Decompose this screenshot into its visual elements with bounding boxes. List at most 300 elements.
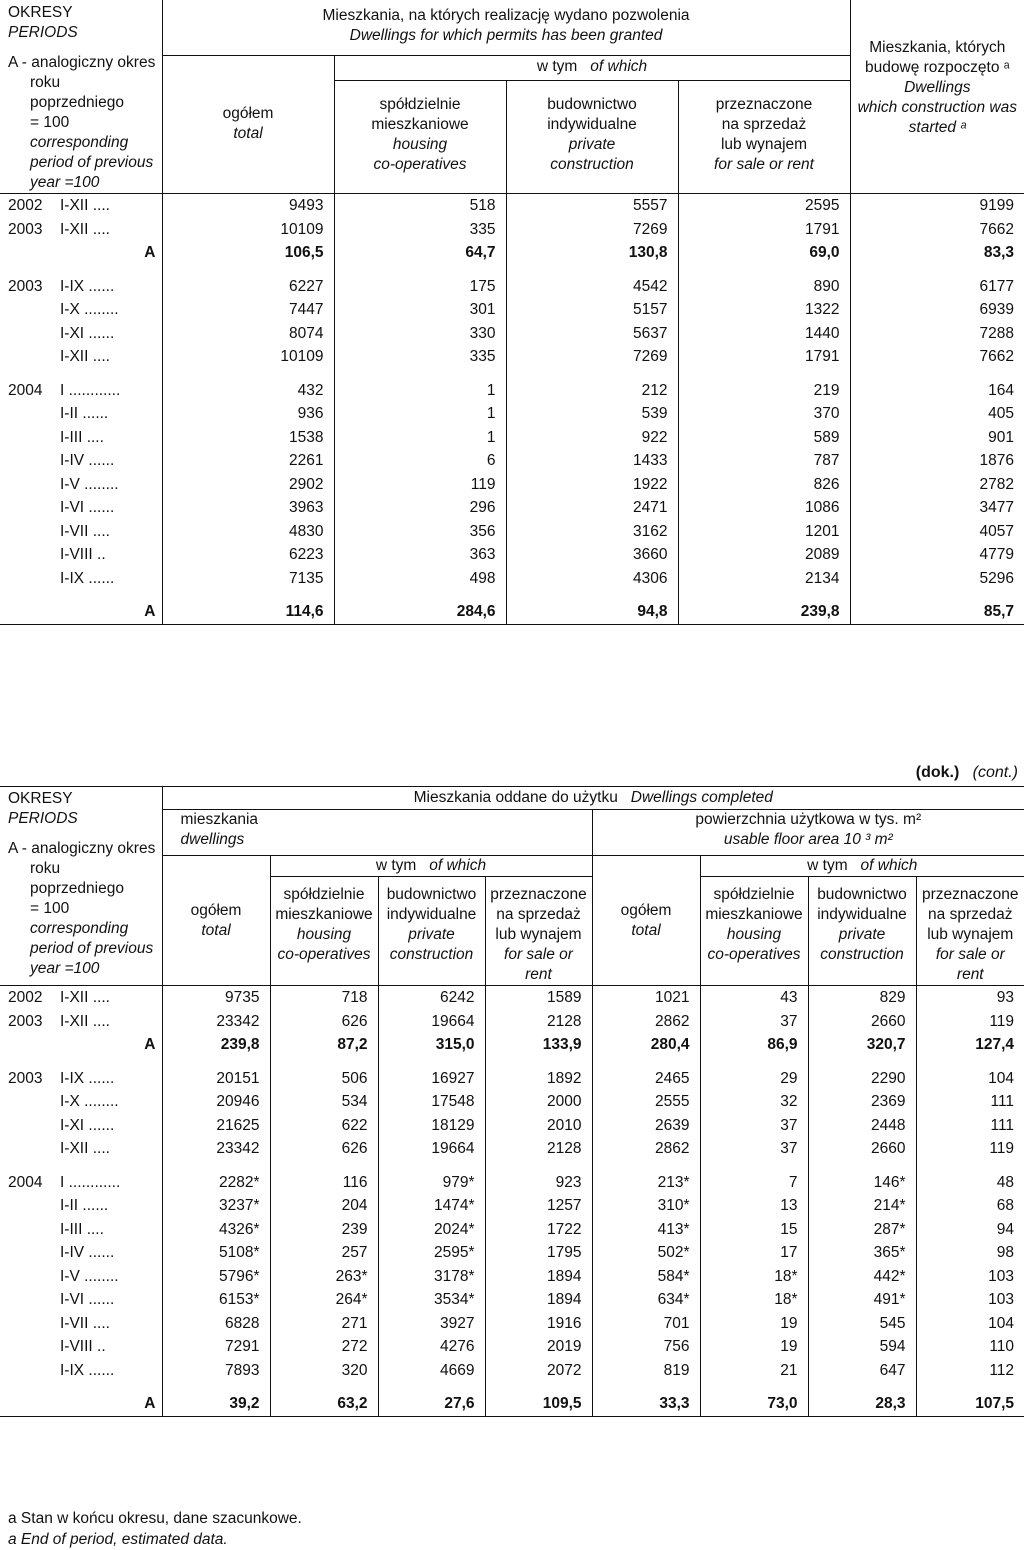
period-cell [0,1241,162,1265]
value-cell: 315,0 [378,1033,485,1057]
sale-header: przeznaczone na sprzedaż lub wynajem for sale or rent [678,81,850,194]
value-cell: 18129 [378,1114,485,1138]
value-cell: 27,6 [378,1392,485,1416]
value-cell: 2660 [808,1137,916,1161]
value-cell: 901 [850,426,1024,450]
value-cell: 3237* [162,1194,270,1218]
leader-dots: .... [88,348,110,365]
coop-area-header: spółdzielnie mieszkaniowe housing co-operatives [700,877,808,986]
value-cell: 219 [678,379,850,403]
leader-dots: ...... [84,569,115,587]
value-cell: 110 [916,1335,1024,1359]
leader-dots: ...... [84,1291,115,1308]
table-row [0,1010,1024,1034]
sale-header-2: przeznaczone na sprzedaż lub wynajem for sale or rent [485,877,592,986]
value-cell: 2471 [506,496,678,520]
value-cell: 284,6 [334,600,506,624]
value-cell: 1791 [678,345,850,369]
value-cell: 109,5 [485,1392,592,1416]
value-cell: 3927 [378,1312,485,1336]
table-row [0,194,1024,218]
table-row [0,986,1024,1010]
value-cell: 1 [334,402,506,426]
continuation-label: (dok.) (cont.) [915,764,1018,781]
row-spacer [0,590,1024,600]
completed-table [0,786,1024,1417]
value-cell: 320,7 [808,1033,916,1057]
value-cell: 32 [700,1090,808,1114]
leader-dots: ...... [84,277,115,295]
table-row [0,1171,1024,1195]
period-cell [0,1392,162,1416]
value-cell: 85,7 [850,600,1024,624]
value-cell: 7269 [506,218,678,242]
leader-dots: ...... [84,1244,115,1261]
value-cell: 212 [506,379,678,403]
table-row [0,322,1024,346]
table-row [0,402,1024,426]
value-cell: 257 [270,1241,378,1265]
value-cell: 264* [270,1288,378,1312]
table-row [0,426,1024,450]
value-cell: 1021 [592,986,700,1010]
period-cell [0,379,162,403]
value-cell: 239,8 [162,1033,270,1057]
period-cell [0,1067,162,1091]
period-label: I-IX [60,1361,85,1379]
value-cell: 1894 [485,1265,592,1289]
value-cell: 13 [700,1194,808,1218]
value-cell: 164 [850,379,1024,403]
value-cell: 584* [592,1265,700,1289]
leader-dots: ........ [79,1267,119,1285]
period-cell [0,1335,162,1359]
value-cell: 2660 [808,1010,916,1034]
value-cell: 1894 [485,1288,592,1312]
value-cell: 2282* [162,1171,270,1195]
value-cell: 2000 [485,1090,592,1114]
value-cell: 7291 [162,1335,270,1359]
value-cell: 647 [808,1359,916,1383]
value-cell: 6 [334,449,506,473]
value-cell: 6242 [378,986,485,1010]
period-cell [0,241,162,265]
table-row [0,241,1024,265]
value-cell: 263* [270,1265,378,1289]
table-row [0,520,1024,544]
period-label: I-VIII [60,1338,93,1355]
value-cell: 119 [334,473,506,497]
value-cell: 116 [270,1171,378,1195]
coop-header: spółdzielnie mieszkaniowe housing co-operatives [334,81,506,194]
value-cell: 103 [916,1288,1024,1312]
value-cell: 506 [270,1067,378,1091]
value-cell: 589 [678,426,850,450]
period-cell [0,322,162,346]
total-area-header: ogółem total [592,856,700,986]
value-cell: 9493 [162,194,334,218]
value-cell: 1322 [678,298,850,322]
period-cell [0,496,162,520]
period-label: I-XII [60,1140,89,1157]
period-cell [0,1090,162,1114]
table-row [0,473,1024,497]
table-row [0,496,1024,520]
value-cell: 5637 [506,322,678,346]
value-cell: 1876 [850,449,1024,473]
table-row [0,298,1024,322]
value-cell: 6177 [850,275,1024,299]
period-cell [0,449,162,473]
value-cell: 23342 [162,1137,270,1161]
value-cell: 2782 [850,473,1024,497]
table-row [0,600,1024,624]
value-cell: 2902 [162,473,334,497]
period-cell [0,1359,162,1383]
value-cell: 280,4 [592,1033,700,1057]
value-cell: 86,9 [700,1033,808,1057]
value-cell: 69,0 [678,241,850,265]
period-cell [0,1218,162,1242]
table-row [0,1090,1024,1114]
value-cell: 330 [334,322,506,346]
leader-dots: .... [88,522,110,540]
value-cell: 502* [592,1241,700,1265]
value-cell: 29 [700,1067,808,1091]
value-cell: 498 [334,567,506,591]
value-cell: 213* [592,1171,700,1195]
leader-dots: ...... [84,1361,115,1379]
value-cell: 2369 [808,1090,916,1114]
value-cell: 335 [334,345,506,369]
value-cell: 2089 [678,543,850,567]
period-cell [0,986,162,1010]
value-cell: 2072 [485,1359,592,1383]
value-cell: 7893 [162,1359,270,1383]
value-cell: 923 [485,1171,592,1195]
value-cell: 20151 [162,1067,270,1091]
value-cell: 107,5 [916,1392,1024,1416]
period-label: I-X [60,1093,80,1110]
value-cell: 1433 [506,449,678,473]
sale-area-header: przeznaczone na sprzedaż lub wynajem for sale or rent [916,877,1024,986]
value-cell: 2290 [808,1067,916,1091]
year-label: 2003 [8,277,43,295]
value-cell: 106,5 [162,241,334,265]
value-cell: 271 [270,1312,378,1336]
value-cell: 829 [808,986,916,1010]
value-cell: 1201 [678,520,850,544]
value-cell: 432 [162,379,334,403]
value-cell: 111 [916,1090,1024,1114]
period-cell [0,1114,162,1138]
period-cell [0,1010,162,1034]
value-cell: 7288 [850,322,1024,346]
value-cell: 594 [808,1335,916,1359]
value-cell: 622 [270,1114,378,1138]
value-cell: 979* [378,1171,485,1195]
period-label: I [60,1173,65,1191]
period-label: A [144,244,156,261]
period-label: I-III [60,1220,83,1238]
private-header-2: budownictwo indywidualne private construction [378,877,485,986]
period-label: A [144,603,156,620]
value-cell: 7662 [850,218,1024,242]
value-cell: 119 [916,1010,1024,1034]
period-label: I-XII [60,348,89,365]
period-cell [0,298,162,322]
value-cell: 7135 [162,567,334,591]
period-label: I-XII [60,989,89,1006]
period-label: I-VI [60,1291,85,1308]
value-cell: 10109 [162,345,334,369]
value-cell: 4669 [378,1359,485,1383]
value-cell: 83,3 [850,241,1024,265]
leader-dots: .... [88,197,110,214]
value-cell: 301 [334,298,506,322]
leader-dots: ...... [84,452,115,469]
value-cell: 7 [700,1171,808,1195]
value-cell: 64,7 [334,241,506,265]
started-header: Mieszkania, których budowę rozpoczęto ᵃ Dwellings which construction was started ᵃ [850,0,1024,194]
table-row [0,449,1024,473]
private-area-header: budownictwo indywidualne private construction [808,877,916,986]
table-row [0,1067,1024,1091]
table-row [0,1137,1024,1161]
value-cell: 1589 [485,986,592,1010]
value-cell: 3660 [506,543,678,567]
completed-group-header: Mieszkania oddane do użytku Dwellings completed [162,787,1024,810]
area-header: powierzchnia użytkowa w tys. m² usable floor area 10 ³ m² [592,810,1024,856]
value-cell: 626 [270,1010,378,1034]
value-cell: 5796* [162,1265,270,1289]
period-cell [0,1033,162,1057]
period-label: I-IX [60,569,85,587]
value-cell: 15 [700,1218,808,1242]
leader-dots: .... [82,428,104,446]
value-cell: 1257 [485,1194,592,1218]
value-cell: 146* [808,1171,916,1195]
leader-dots: .... [88,1314,110,1332]
period-label: I-VII [60,1314,89,1332]
table-row [0,1312,1024,1336]
period-label: I-IV [60,452,85,469]
permits-table [0,0,1024,625]
of-which-header: w tym of which [334,55,850,81]
value-cell: 4326* [162,1218,270,1242]
year-label: 2003 [8,220,43,238]
period-cell [0,1265,162,1289]
period-label: I-V [60,1267,80,1285]
value-cell: 5157 [506,298,678,322]
value-cell: 119 [916,1137,1024,1161]
value-cell: 204 [270,1194,378,1218]
period-cell [0,402,162,426]
row-spacer [0,1382,1024,1392]
period-cell [0,275,162,299]
value-cell: 87,2 [270,1033,378,1057]
value-cell: 239,8 [678,600,850,624]
periods-header-2: OKRESY PERIODS A - analogiczny okres roku poprzedniego = 100 corresponding period of previous year =100 [0,787,162,986]
value-cell: 2128 [485,1137,592,1161]
period-cell [0,543,162,567]
period-cell [0,1194,162,1218]
value-cell: 114,6 [162,600,334,624]
value-cell: 826 [678,473,850,497]
value-cell: 4276 [378,1335,485,1359]
leader-dots: ...... [84,1116,115,1134]
value-cell: 2595* [378,1241,485,1265]
period-cell [0,194,162,218]
leader-dots: ............ [64,1173,121,1191]
of-which-header-2: w tym of which [270,856,592,877]
year-label: 2004 [8,381,43,399]
value-cell: 6153* [162,1288,270,1312]
value-cell: 4830 [162,520,334,544]
period-label: I-VI [60,499,85,516]
value-cell: 718 [270,986,378,1010]
value-cell: 3178* [378,1265,485,1289]
year-label: 2003 [8,1012,43,1030]
period-label: I-II [60,405,79,422]
table-row [0,1033,1024,1057]
leader-dots: ...... [78,405,109,422]
value-cell: 28,3 [808,1392,916,1416]
value-cell: 2019 [485,1335,592,1359]
value-cell: 5108* [162,1241,270,1265]
value-cell: 3963 [162,496,334,520]
period-label: I-V [60,475,80,493]
value-cell: 43 [700,986,808,1010]
value-cell: 2134 [678,567,850,591]
value-cell: 819 [592,1359,700,1383]
value-cell: 94,8 [506,600,678,624]
value-cell: 19664 [378,1010,485,1034]
value-cell: 370 [678,402,850,426]
period-cell [0,1312,162,1336]
value-cell: 7447 [162,298,334,322]
value-cell: 4057 [850,520,1024,544]
value-cell: 94 [916,1218,1024,1242]
period-label: I-XII [60,220,89,238]
value-cell: 4779 [850,543,1024,567]
value-cell: 63,2 [270,1392,378,1416]
period-label: I-XI [60,1116,85,1134]
period-cell [0,600,162,624]
value-cell: 19 [700,1312,808,1336]
table-row [0,218,1024,242]
leader-dots: .... [88,1012,110,1030]
value-cell: 6223 [162,543,334,567]
period-cell [0,520,162,544]
value-cell: 6828 [162,1312,270,1336]
value-cell: 20946 [162,1090,270,1114]
value-cell: 93 [916,986,1024,1010]
value-cell: 9199 [850,194,1024,218]
period-label: I-VIII [60,546,93,563]
value-cell: 787 [678,449,850,473]
value-cell: 634* [592,1288,700,1312]
value-cell: 356 [334,520,506,544]
period-label: I-VII [60,522,89,540]
leader-dots: .. [92,1338,106,1355]
dwellings-header: mieszkania dwellings [162,810,592,856]
periods-header: OKRESY PERIODS A - analogiczny okres roku poprzedniego = 100 corresponding period of previous year =100 [0,0,162,194]
value-cell: 3162 [506,520,678,544]
value-cell: 6939 [850,298,1024,322]
table-row [0,275,1024,299]
value-cell: 8074 [162,322,334,346]
value-cell: 287* [808,1218,916,1242]
value-cell: 19664 [378,1137,485,1161]
value-cell: 491* [808,1288,916,1312]
period-label: A [144,1395,156,1412]
value-cell: 4306 [506,567,678,591]
value-cell: 37 [700,1137,808,1161]
period-label: I-X [60,301,80,318]
year-label: 2002 [8,197,43,214]
value-cell: 1722 [485,1218,592,1242]
value-cell: 1440 [678,322,850,346]
value-cell: 2448 [808,1114,916,1138]
period-label: I-III [60,428,83,446]
period-cell [0,473,162,497]
table-row [0,567,1024,591]
value-cell: 534 [270,1090,378,1114]
leader-dots: ........ [79,475,119,493]
value-cell: 296 [334,496,506,520]
value-cell: 363 [334,543,506,567]
period-cell [0,1137,162,1161]
value-cell: 1086 [678,496,850,520]
value-cell: 756 [592,1335,700,1359]
value-cell: 405 [850,402,1024,426]
value-cell: 2010 [485,1114,592,1138]
leader-dots: ...... [84,499,115,516]
value-cell: 1474* [378,1194,485,1218]
period-label: I-II [60,1197,79,1214]
value-cell: 73,0 [700,1392,808,1416]
value-cell: 936 [162,402,334,426]
value-cell: 518 [334,194,506,218]
total-header-2: ogółem total [162,856,270,986]
value-cell: 6227 [162,275,334,299]
value-cell: 48 [916,1171,1024,1195]
table-row [0,1288,1024,1312]
value-cell: 320 [270,1359,378,1383]
leader-dots: ...... [84,324,115,342]
value-cell: 98 [916,1241,1024,1265]
value-cell: 1 [334,379,506,403]
leader-dots: ...... [78,1197,109,1214]
row-spacer [0,1057,1024,1067]
value-cell: 922 [506,426,678,450]
table-row [0,1194,1024,1218]
period-label: I [60,381,65,399]
leader-dots: .... [82,1220,104,1238]
value-cell: 5296 [850,567,1024,591]
period-label: I-XII [60,1012,89,1030]
value-cell: 175 [334,275,506,299]
value-cell: 2862 [592,1010,700,1034]
value-cell: 17548 [378,1090,485,1114]
value-cell: 2261 [162,449,334,473]
table-row [0,1265,1024,1289]
value-cell: 5557 [506,194,678,218]
value-cell: 214* [808,1194,916,1218]
value-cell: 1916 [485,1312,592,1336]
table-row [0,345,1024,369]
